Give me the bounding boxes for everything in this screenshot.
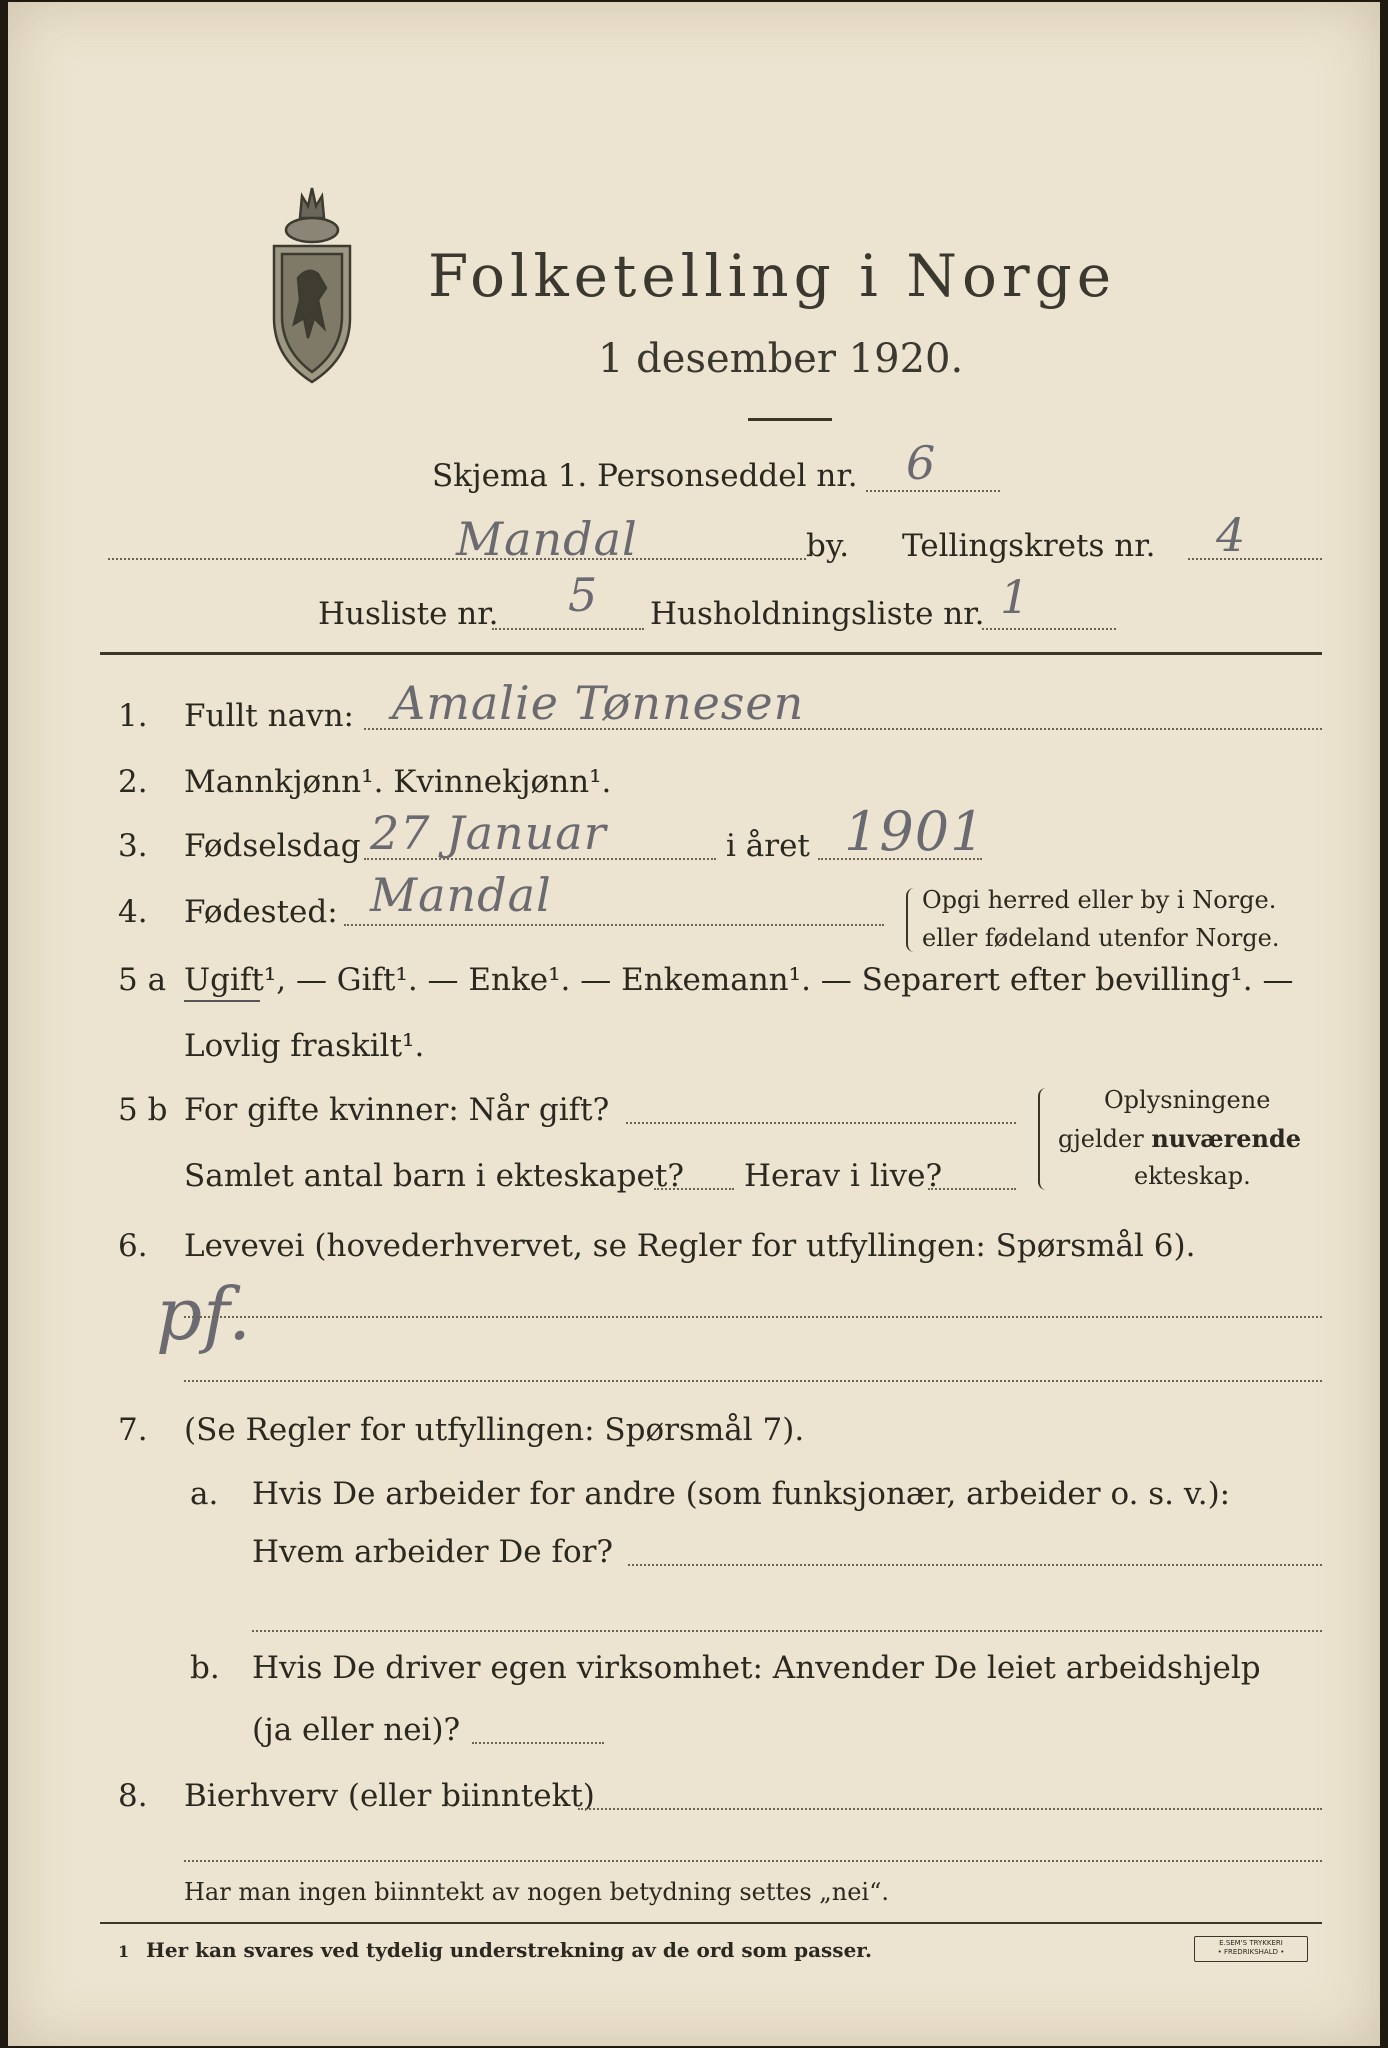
q3-label: Fødselsdag <box>184 828 361 864</box>
q5a-number: 5 a <box>118 962 167 998</box>
tellingskrets-field[interactable] <box>1188 558 1322 560</box>
ekteskap-note-3: ekteskap. <box>1134 1162 1251 1190</box>
q6-number: 6. <box>118 1228 148 1264</box>
fodselsdag-value: 27 Januar <box>370 806 607 860</box>
personseddel-field[interactable] <box>866 490 1000 492</box>
q1-label: Fullt navn: <box>184 698 354 734</box>
q2-number: 2. <box>118 764 148 800</box>
bierhverv-field-2[interactable] <box>184 1860 1322 1862</box>
nar-gift-field[interactable] <box>626 1122 1016 1124</box>
arbeidsgiver-field-2[interactable] <box>252 1630 1322 1632</box>
q1-number: 1. <box>118 698 148 734</box>
antal-barn-label: Samlet antal barn i ekteskapet? <box>184 1158 684 1194</box>
kjonn-options: Mannkjønn¹. Kvinnekjønn¹. <box>184 764 612 800</box>
q4-label: Fødested: <box>184 894 338 930</box>
q6-label: Levevei (hovederhvervet, se Regler for utfyllingen: Spørsmål 6). <box>184 1228 1196 1264</box>
footnote-rule <box>100 1922 1322 1924</box>
census-form <box>8 2 1380 2046</box>
tellingskrets-label: Tellingskrets nr. <box>902 528 1156 564</box>
fodested-field[interactable] <box>344 924 884 926</box>
q7a-line1: Hvis De arbeider for andre (som funksjonær, arbeider o. s. v.): <box>252 1476 1231 1512</box>
by-value: Mandal <box>456 512 638 566</box>
antal-barn-field[interactable] <box>654 1188 734 1190</box>
husholdningsliste-value: 1 <box>1000 570 1031 624</box>
fullt-navn-value: Amalie Tønnesen <box>392 676 805 730</box>
form-title: Folketelling i Norge <box>428 242 1117 310</box>
arbeidsgiver-field-1[interactable] <box>628 1564 1322 1566</box>
personseddel-label: Skjema 1. Personseddel nr. <box>432 458 858 494</box>
q3-number: 3. <box>118 828 148 864</box>
printer-stamp-line2: • FREDRIKSHALD • <box>1217 1948 1285 1956</box>
fodested-value: Mandal <box>370 868 552 922</box>
printer-stamp <box>1194 1936 1308 1962</box>
ekteskap-note-2 <box>1058 1124 1301 1153</box>
q7b-line1: Hvis De driver egen virksomhet: Anvender De leiet arbeidshjelp <box>252 1650 1261 1686</box>
q7b-line2: (ja eller nei)? <box>252 1712 461 1748</box>
footnote-text: Her kan svares ved tydelig understrekning av de ord som passer. <box>146 1938 872 1962</box>
printer-stamp-line1: E.SEM'S TRYKKERI <box>1219 1939 1283 1947</box>
fodested-note-2: eller fødeland utenfor Norge. <box>922 924 1280 952</box>
sivilstand-options-2: Lovlig fraskilt¹. <box>184 1028 425 1064</box>
by-label: by. <box>806 528 850 564</box>
ekteskap-note-2b: nuværende <box>1151 1124 1302 1153</box>
q7a-number: a. <box>190 1476 219 1512</box>
q4-number: 4. <box>118 894 148 930</box>
q7a-line2: Hvem arbeider De for? <box>252 1534 614 1570</box>
husliste-field[interactable] <box>492 628 644 630</box>
ugift-underline <box>184 1000 260 1002</box>
bierhverv-field-1[interactable] <box>578 1808 1322 1810</box>
q5b-number: 5 b <box>118 1092 168 1128</box>
q3-year-label: i året <box>726 828 810 864</box>
q8-label: Bierhverv (eller biinntekt) <box>184 1778 595 1814</box>
q7-number: 7. <box>118 1412 148 1448</box>
levevei-field-1[interactable] <box>184 1316 1322 1318</box>
arbeidshjelp-field[interactable] <box>472 1742 604 1744</box>
fodested-note-brace <box>906 888 916 952</box>
fodested-note-1: Opgi herred eller by i Norge. <box>922 886 1277 914</box>
fodselsar-value: 1901 <box>844 800 986 863</box>
levevei-field-2[interactable] <box>184 1380 1322 1382</box>
ekteskap-note-brace <box>1038 1088 1050 1190</box>
footnote-mark: 1 <box>118 1942 130 1961</box>
q7-label: (Se Regler for utfyllingen: Spørsmål 7). <box>184 1412 805 1448</box>
nar-gift-label: For gifte kvinner: Når gift? <box>184 1092 610 1128</box>
title-divider <box>748 418 832 421</box>
q7b-number: b. <box>190 1650 220 1686</box>
husholdningsliste-field[interactable] <box>982 628 1116 630</box>
ekteskap-note-2a: gjelder <box>1058 1125 1152 1153</box>
biinntekt-note: Har man ingen biinntekt av nogen betydning settes „nei“. <box>184 1878 889 1906</box>
tellingskrets-value: 4 <box>1216 508 1247 562</box>
form-date: 1 desember 1920. <box>598 336 964 382</box>
personseddel-nr-value: 6 <box>906 436 937 490</box>
herav-i-live-field[interactable] <box>928 1188 1016 1190</box>
coat-of-arms-icon <box>264 178 360 384</box>
herav-i-live-label: Herav i live? <box>744 1158 943 1194</box>
ekteskap-note-1: Oplysningene <box>1104 1086 1271 1114</box>
husliste-label: Husliste nr. <box>318 596 499 632</box>
header-rule <box>100 652 1322 655</box>
husliste-value: 5 <box>568 568 599 622</box>
husholdningsliste-label: Husholdningsliste nr. <box>650 596 985 632</box>
levevei-value: pf. <box>156 1272 253 1356</box>
sivilstand-options: Ugift¹, — Gift¹. — Enke¹. — Enkemann¹. — Separert efter bevilling¹. — <box>184 962 1294 998</box>
q8-number: 8. <box>118 1778 148 1814</box>
